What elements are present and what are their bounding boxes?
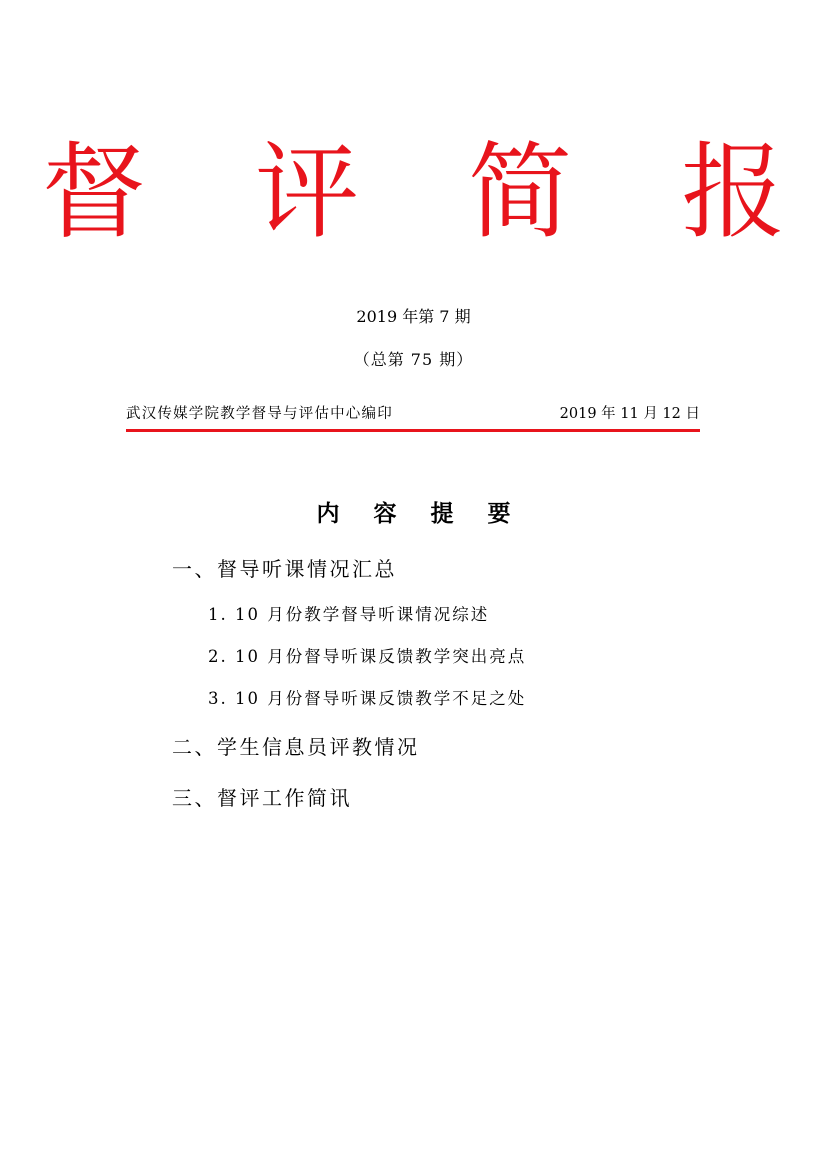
toc-section-3: 三、督评工作简讯	[172, 786, 352, 810]
publication-header	[126, 402, 700, 426]
newsletter-masthead: 督 评 简 报	[41, 131, 824, 253]
toc-subitem-2: 2. 10 月份督导听课反馈教学突出亮点	[208, 647, 527, 666]
issue-number: 2019 年第 7 期	[356, 307, 471, 326]
summary-heading: 内 容 提 要	[316, 501, 524, 527]
total-issue-number: （总第 75 期）	[353, 350, 474, 369]
editor-organization: 武汉传媒学院教学督导与评估中心编印	[126, 406, 393, 422]
toc-subitem-1: 1. 10 月份教学督导听课情况综述	[208, 605, 490, 624]
toc-subitem-3: 3. 10 月份督导听课反馈教学不足之处	[208, 689, 527, 708]
publication-date: 2019 年 11 月 12 日	[559, 406, 700, 422]
toc-section-2: 二、学生信息员评教情况	[172, 735, 420, 759]
red-divider-rule	[126, 429, 700, 432]
toc-section-1: 一、督导听课情况汇总	[172, 557, 397, 581]
